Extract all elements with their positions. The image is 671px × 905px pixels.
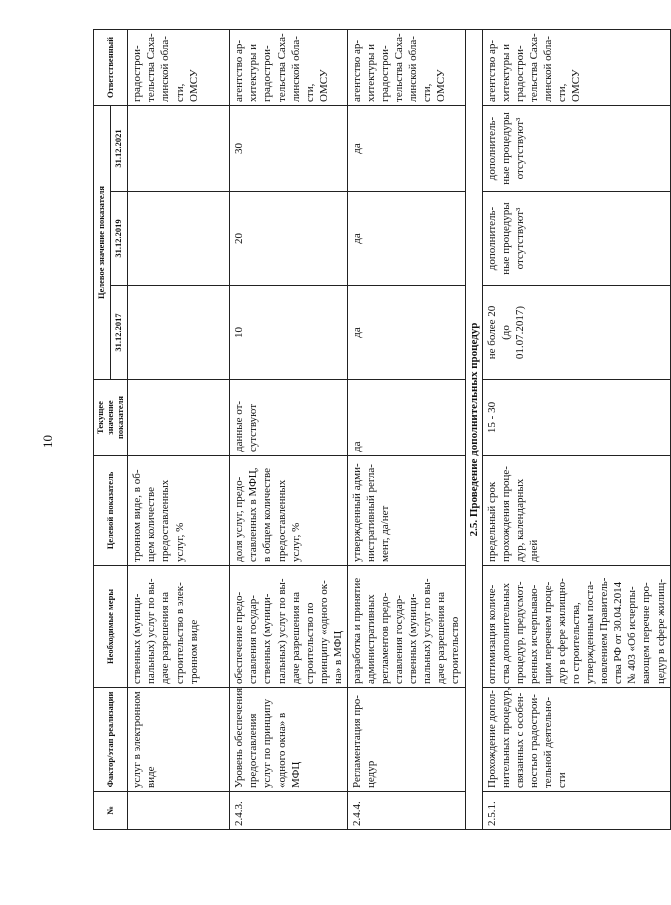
- cell-line: ственных (муници-: [261, 593, 274, 684]
- cell-responsible: [347, 29, 465, 105]
- cell-line: тронном виде, в об-: [131, 469, 144, 562]
- cell-line: предоставления: [247, 713, 260, 788]
- cell-line: ОМСУ: [187, 69, 200, 102]
- cell-line: вающем перечне про-: [640, 582, 653, 684]
- value-2021: 30: [233, 143, 246, 154]
- cell-line: новлением Правитель-: [598, 577, 611, 684]
- cell-2017: [482, 286, 670, 380]
- cell-line: ные процедуры: [499, 112, 512, 185]
- cell-line: агентство ар-: [233, 39, 246, 102]
- num-text: 2.4.3.: [233, 801, 246, 826]
- header-num: №: [94, 792, 128, 830]
- cell-line: обеспечение предо-: [233, 591, 246, 684]
- cell-line: нительных процедур,: [499, 687, 512, 788]
- cell-indicator: [347, 456, 465, 566]
- cell-line: на» в МФЦ: [331, 630, 344, 684]
- cell-line: связанных с особен-: [513, 692, 526, 788]
- cell-line: в общем количестве: [261, 467, 274, 562]
- cell-line: агентство ар-: [485, 39, 498, 102]
- cell-line: предоставленных: [275, 479, 288, 562]
- cell-line: линской обла-: [541, 36, 554, 102]
- cell-line: пальных) услуг по вы-: [145, 578, 158, 684]
- cell-line: ОМСУ: [317, 69, 330, 102]
- cell-line: дур в сфере жилищно-: [556, 578, 569, 684]
- cell-line: тельства Саха-: [393, 33, 406, 102]
- cell-line: 01.07.2017): [513, 305, 526, 360]
- cell-line: хитектуры и: [247, 44, 260, 102]
- cell-2021: [347, 105, 465, 191]
- cell-current: [230, 380, 348, 456]
- cell-line: 15 - 30: [485, 401, 498, 434]
- cell-line: сти: [556, 772, 569, 788]
- cell-line: дополнитель-: [485, 206, 498, 271]
- cell-line: ОМСУ: [435, 69, 448, 102]
- cell-line: тельной деятельно-: [541, 696, 554, 788]
- cell-line: услуг в электронном: [131, 691, 144, 788]
- cell-line: цедур: [365, 760, 377, 788]
- cell-line: ственных (муници-: [407, 593, 420, 684]
- cell-responsible: [230, 29, 348, 105]
- value-2019: 20: [233, 233, 246, 244]
- cell-line: отсутствуют³: [513, 207, 526, 270]
- cell-line: хитектуры и: [365, 44, 377, 102]
- cell-line: ставленных в МФЦ,: [247, 467, 260, 562]
- cell-line: тронном виде: [187, 619, 200, 684]
- table-row: [482, 29, 670, 829]
- cell-line: ства дополнительных: [499, 583, 512, 684]
- cell-line: строительство: [449, 616, 462, 684]
- cell-line: Регламентация про-: [350, 695, 363, 788]
- cell-num: [230, 792, 348, 830]
- cell-line: да: [350, 441, 363, 452]
- cell-line: процедур, предусмот-: [513, 581, 526, 684]
- cell-factor: [482, 688, 670, 792]
- cell-line: доля услуг, предо-: [233, 476, 246, 562]
- cell-line: строительство по: [303, 602, 316, 684]
- cell-line: данные от-: [233, 400, 246, 452]
- page-number: 10: [40, 435, 55, 448]
- cell-line: не более 20: [485, 305, 498, 360]
- cell-2017: [128, 286, 230, 380]
- value-2019: да: [350, 233, 363, 244]
- cell-2019: [230, 192, 348, 286]
- cell-line: щем количестве: [145, 487, 158, 562]
- cell-line: сти,: [173, 83, 186, 102]
- cell-line: услуг, %: [289, 522, 302, 562]
- cell-line: хитектуры и: [499, 44, 512, 102]
- header-2021: 31.12.2021: [111, 105, 128, 191]
- cell-line: щим перечнем проце-: [541, 581, 554, 684]
- cell-2021: [128, 105, 230, 191]
- header-measures: Необходимые меры: [94, 566, 128, 688]
- cell-line: «одного окна» в: [275, 712, 288, 788]
- table-row: [230, 29, 348, 829]
- cell-line: ства РФ от 30.04.2014: [612, 581, 625, 684]
- cell-line: тельства Саха-: [145, 33, 158, 102]
- cell-2021: [482, 105, 670, 191]
- cell-line: пальных) услуг по вы-: [421, 578, 434, 684]
- cell-line: № 403 «Об исчерпы-: [626, 586, 639, 684]
- header-factor: Фактор/этап реализации: [94, 688, 128, 792]
- cell-line: дней: [527, 539, 540, 562]
- header-row: [94, 29, 111, 829]
- cell-line: предельный срок: [485, 481, 498, 562]
- cell-responsible: [128, 29, 230, 105]
- table-row: [128, 29, 230, 829]
- cell-2019: [128, 192, 230, 286]
- cell-line: Уровень обеспечения: [233, 687, 246, 788]
- cell-line: дополнитель-: [485, 116, 498, 181]
- cell-measures: [347, 566, 465, 688]
- table-row: [347, 29, 465, 829]
- cell-indicator: [482, 456, 670, 566]
- cell-line: мент, да/нет: [379, 505, 392, 562]
- cell-line: ставления государ-: [247, 595, 260, 684]
- cell-line: даче разрешения на: [159, 591, 172, 684]
- header-indicator: Целевой показатель: [94, 456, 128, 566]
- cell-line: прохождения проце-: [499, 466, 512, 562]
- cell-line: градострои-: [261, 45, 274, 102]
- cell-indicator: [128, 456, 230, 566]
- num-text: 2.5.1.: [485, 801, 498, 826]
- cell-line: нистративный регла-: [365, 464, 377, 562]
- cell-line: Прохождение допол-: [485, 690, 498, 788]
- cell-line: ностью градострои-: [527, 694, 540, 788]
- cell-line: дур, календарных: [513, 478, 526, 562]
- cell-line: строительство в элек-: [173, 582, 186, 684]
- value-2021: да: [350, 143, 363, 154]
- cell-factor: [230, 688, 348, 792]
- cell-line: регламентов предо-: [379, 592, 392, 684]
- cell-line: линской обла-: [407, 36, 420, 102]
- cell-2021: [230, 105, 348, 191]
- cell-num: [128, 792, 230, 830]
- cell-line: градострои-: [513, 45, 526, 102]
- cell-indicator: [230, 456, 348, 566]
- cell-line: принципу «одного ок-: [317, 580, 330, 684]
- num-text: 2.4.4.: [350, 801, 363, 826]
- cell-line: ренных исчерпываю-: [527, 584, 540, 684]
- cell-num: [347, 792, 465, 830]
- cell-line: предоставленных: [159, 479, 172, 562]
- header-2017: 31.12.2017: [111, 286, 128, 380]
- header-responsible: Ответственный: [94, 29, 128, 105]
- cell-line: агентство ар-: [350, 39, 363, 102]
- cell-line: отсутствуют³: [513, 117, 526, 180]
- value-2017: да: [350, 327, 363, 338]
- cell-line: административных: [365, 594, 377, 684]
- cell-line: градострои-: [131, 45, 144, 102]
- cell-line: оптимизация количе-: [485, 584, 498, 684]
- cell-line: градострои-: [379, 45, 392, 102]
- cell-line: го строительства,: [570, 602, 583, 684]
- cell-line: сти,: [421, 83, 434, 102]
- rotated-table-page: [93, 30, 667, 830]
- cell-line: цедур в сфере жилищ-: [654, 578, 667, 684]
- cell-line: сти,: [556, 83, 569, 102]
- cell-current: [482, 380, 670, 456]
- cell-current: [128, 380, 230, 456]
- cell-line: ственных (муници-: [131, 593, 144, 684]
- cell-measures: [230, 566, 348, 688]
- cell-responsible: [482, 29, 670, 105]
- cell-line: тельства Саха-: [527, 33, 540, 102]
- cell-line: услуг по принципу: [261, 698, 274, 788]
- cell-line: (до: [499, 325, 512, 340]
- cell-factor: [347, 688, 465, 792]
- cell-line: линской обла-: [159, 36, 172, 102]
- cell-factor: [128, 688, 230, 792]
- cell-2019: [347, 192, 465, 286]
- cell-line: сти,: [303, 83, 316, 102]
- cell-line: ОМСУ: [570, 69, 583, 102]
- cell-line: даче разрешения на: [435, 591, 448, 684]
- cell-2019: [482, 192, 670, 286]
- cell-line: даче разрешения на: [289, 591, 302, 684]
- cell-line: МФЦ: [289, 761, 302, 788]
- cell-2017: [230, 286, 348, 380]
- cell-line: сутствуют: [247, 403, 260, 452]
- cell-num: [482, 792, 670, 830]
- cell-measures: [128, 566, 230, 688]
- cell-line: утвержденный адми-: [350, 463, 363, 562]
- section-row: [465, 29, 482, 829]
- value-2017: 10: [233, 327, 246, 338]
- header-current: Текущее значение показателя: [94, 380, 128, 456]
- cell-line: пальных) услуг по вы-: [275, 578, 288, 684]
- cell-line: тельства Саха-: [275, 33, 288, 102]
- cell-line: разработка и принятие: [350, 577, 363, 684]
- section-title: 2.5. Проведение дополнительных процедур: [465, 29, 482, 829]
- cell-measures: [482, 566, 670, 688]
- header-target-group: Целевое значение показателя: [94, 105, 111, 379]
- cell-line: утвержденным поста-: [584, 581, 597, 684]
- cell-line: услуг, %: [173, 522, 186, 562]
- cell-line: линской обла-: [289, 36, 302, 102]
- cell-current: [347, 380, 465, 456]
- header-2019: 31.12.2019: [111, 192, 128, 286]
- cell-line: ставления государ-: [393, 595, 406, 684]
- cell-2017: [347, 286, 465, 380]
- measures-table: [93, 29, 671, 830]
- cell-line: ные процедуры: [499, 202, 512, 275]
- cell-line: виде: [145, 766, 158, 788]
